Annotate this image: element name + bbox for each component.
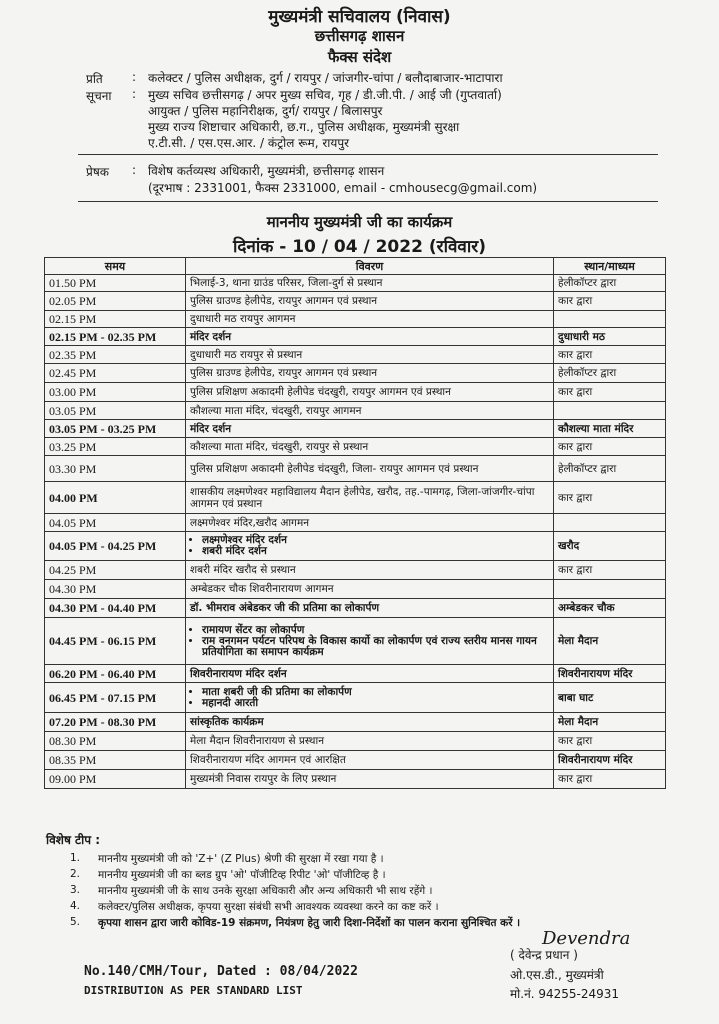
row-time: 09.00 PM	[45, 770, 186, 789]
description-item: • लक्ष्मणेश्वर मंदिर दर्शन	[202, 535, 549, 546]
row-place: हेलीकॉप्टर द्वारा	[554, 364, 666, 383]
row-description	[186, 618, 554, 665]
row-place: शिवरीनारायण मंदिर	[554, 751, 666, 770]
government-heading: छत्तीसगढ़ शासन	[314, 27, 405, 45]
row-time: 01.50 PM	[45, 275, 186, 292]
row-place: मेला मैदान	[554, 713, 666, 732]
table-row	[45, 599, 666, 618]
row-description: मंदिर दर्शन	[186, 420, 554, 438]
row-description: शिवरीनारायण मंदिर दर्शन	[186, 665, 554, 683]
row-time: 02.05 PM	[45, 292, 186, 311]
table-row	[45, 346, 666, 364]
info-label: सूचना	[86, 89, 112, 103]
row-description: मेला मैदान शिवरीनारायण से प्रस्थान	[186, 732, 554, 751]
row-place: कार द्वारा	[554, 770, 666, 789]
schedule-table	[44, 257, 666, 789]
info-line: ए.टी.सी. / एस.एस.आर. / कंट्रोल रूम, रायपुर	[148, 136, 350, 150]
table-row	[45, 482, 666, 514]
row-description: शिवरीनारायण मंदिर आगमन एवं आरक्षित	[186, 751, 554, 770]
row-time: 04.25 PM	[45, 561, 186, 580]
signatory-name: ( देवेन्द्र प्रधान )	[510, 948, 578, 962]
row-place: कार द्वारा	[554, 438, 666, 456]
note-text: माननीय मुख्यमंत्री जी के साथ उनके सुरक्षा अधिकारी और अन्य अधिकारी भी साथ रहेंगे ।	[98, 885, 433, 897]
to-text: कलेक्टर / पुलिस अधीक्षक, दुर्ग / रायपुर / जांजगीर-चांपा / बलौदाबाजार-भाटापारा	[148, 71, 503, 85]
row-place: हेलीकॉप्टर द्वारा	[554, 456, 666, 482]
signatory-mobile: मो.नं. 94255-24931	[510, 987, 620, 1001]
row-description: दुधाधारी मठ रायपुर से प्रस्थान	[186, 346, 554, 364]
row-description: मंदिर दर्शन	[186, 328, 554, 346]
fax-heading: फैक्स संदेश	[327, 48, 392, 66]
row-time: 04.30 PM	[45, 580, 186, 599]
table-row	[45, 456, 666, 482]
row-time: 03.00 PM	[45, 383, 186, 402]
description-item: • महानदी आरती	[202, 698, 549, 709]
note-number: 3.	[70, 884, 81, 896]
table-row	[45, 514, 666, 532]
row-time: 07.20 PM - 08.30 PM	[45, 713, 186, 732]
row-place: कार द्वारा	[554, 561, 666, 580]
row-time: 04.05 PM	[45, 514, 186, 532]
table-row	[45, 618, 666, 665]
schedule-body	[45, 275, 666, 789]
row-description: भिलाई-3, थाना ग्राउंड परिसर, जिला-दुर्ग से प्रस्थान	[186, 275, 554, 292]
row-place: शिवरीनारायण मंदिर	[554, 665, 666, 683]
description-item: • शबरी मंदिर दर्शन	[202, 546, 549, 557]
to-label: प्रति	[86, 72, 103, 86]
description-item: • राम वनगमन पर्यटन परिपथ के विकास कार्यो का लोकार्पण एवं राज्य स्तरीय मानस गायन प्रतियोगिता का समापन कार्यक्रम	[202, 636, 549, 658]
row-place: दुधाधारी मठ	[554, 328, 666, 346]
row-time: 03.05 PM - 03.25 PM	[45, 420, 186, 438]
table-row	[45, 292, 666, 311]
row-time: 03.30 PM	[45, 456, 186, 482]
description-list	[190, 625, 549, 658]
table-row	[45, 713, 666, 732]
table-row	[45, 665, 666, 683]
table-row	[45, 402, 666, 420]
note-number: 4.	[70, 900, 81, 912]
row-description	[186, 532, 554, 561]
header-time: समय	[45, 258, 186, 275]
fax-document: मुख्यमंत्री सचिवालय (निवास) छत्तीसगढ़ शासन फैक्स संदेश प्रति : कलेक्टर / पुलिस अधीक्षक, दुर्ग / रायपुर / जांजगीर-चांपा / बलौदाबाजार-भाटापारा सूचना : मुख्य सचिव छत्तीसगढ़ / अपर मुख्य सचिव, गृह / डी.जी.पी. / आई जी (गुप्तवार्ता) आयुक्त / पुलिस महानिरीक्षक, दुर्ग/ रायपुर / बिलासपुर मुख्य राज्य शिष्टाचार अधिकारी, छ.ग., पुलिस अधीक्षक, मुख्यमंत्री सुरक्षा ए.टी.सी. / एस.एस.आर. / कंट्रोल रूम, रायपुर प्रेषक : विशेष कर्तव्यस्थ अधिकारी, मुख्यमंत्री, छत्तीसगढ़ शासन (दूरभाष : 2331001, फैक्स 2331000, email - cmhousecg@gmail.com) माननीय मुख्यमंत्री जी का कार्यक्रम दिनांक - 10 / 04 / 2022 (रविवार) समय विवरण स्थान/माध्यम 01.50 PM भिलाई-3, थाना ग्राउंड परिसर, जिला-दुर्ग से प्रस्थान हेलीकॉप्टर द्वारा 02.05 PM पुलिस ग्राउण्ड हेलीपेड, रायपुर आगमन एवं प्रस्थान कार द्वारा 02.15 PM दुधाधारी मठ रायपुर आगमन 02.15 PM - 02.35 PM मंदिर दर्शन दुधाधारी मठ 02.35 PM दुधाधारी मठ रायपुर से प्रस्थान कार द्वारा 02.45 PM पुलिस ग्राउण्ड हेलीपेड, रायपुर आगमन एवं प्रस्थान हेलीकॉप्टर द्वारा 03.00 PM पुलिस प्रशिक्षण अकादमी हेलीपेड चंदखुरी, रायपुर आगमन एवं प्रस्थान कार द्वारा 03.05 PM कौशल्या माता मंदिर, चंदखुरी, रायपुर आगमन 03.05 PM - 03.25 PM मंदिर दर्शन कौशल्या माता मंदिर 03.25 PM कौशल्या माता मंदिर, चंदखुरी, रायपुर से प्रस्थान कार द्वारा 03.30 PM पुलिस प्रशिक्षण अकादमी हेलीपेड चंदखुरी, जिला- रायपुर आगमन एवं प्रस्थान हेलीकॉप्टर द्वारा 04.00 PM शासकीय लक्ष्मणेश्वर महाविद्यालय मैदान हेलीपेड, खरौद, तह.-पामगढ़, जिला-जांजगीर-चांपा आगमन एवं प्रस्थान कार द्वारा 04.05 PM लक्ष्मणेश्वर मंदिर,खरौद आगमन 04.05 PM - 04.25 PM • लक्ष्मणेश्वर मंदिर दर्शन • शबरी मंदिर दर्शन खरौद 04.25 PM शबरी मंदिर खरौद से प्रस्थान कार द्वारा 04.30 PM अम्बेडकर चौक शिवरीनारायण आगमन 04.30 PM - 04.40 PM डॉ. भीमराव अंबेडकर जी की प्रतिमा का लोकार्पण अम्बेडकर चौक 04.45 PM - 06.15 PM • रामायण सेंटर का लोकार्पण • राम वनगमन पर्यटन परिपथ के विकास कार्यो का लोकार्पण एवं राज्य स्तरीय मानस गायन प्रतियोगिता का समापन कार्यक्रम मेला मैदान 06.20 PM - 06.40 PM शिवरीनारायण मंदिर दर्शन शिवरीनारायण मंदिर 06.45 PM - 07.15 PM • माता शबरी जी की प्रतिमा का लोकार्पण • महानदी आरती बाबा घाट 07.20 PM - 08.30 PM सांस्कृतिक कार्यक्रम मेला मैदान 08.30 PM मेला मैदान शिवरीनारायण से प्रस्थान कार द्वारा 08.35 PM शिवरीनारायण मंदिर आगमन एवं आरक्षित शिवरीनारायण मंदिर 09.00 PM मुख्यमंत्री निवास रायपुर के लिए प्रस्थान कार द्वारा विशेष टीप : 1. माननीय मुख्यमंत्री जी को 'Z+' (Z Plus) श्रेणी की सुरक्षा में रखा गया है । 2. माननीय मुख्यमंत्री जी का ब्लड ग्रुप 'ओ' पॉजीटिव्ह रिपीट 'ओ' पॉजीटिव्ह है । 3. माननीय मुख्यमंत्री जी के साथ उनके सुरक्षा अधिकारी और अन्य अधिकारी भी साथ रहेंगे । 4. कलेक्टर/पुलिस अधीक्षक, कृपया सुरक्षा संबंधी सभी आवश्यक व्यवस्था करने का कष्ट करें । 5. कृपया शासन द्वारा जारी कोविड-19 संक्रमण, नियंत्रण हेतु जारी दिशा-निर्देशों का पालन कराना सुनिश्चित करें । Devendra ( देवेन्द्र प्रधान ) ओ.एस.डी., मुख्यमंत्री मो.नं. 94255-24931 No.140/CMH/Tour, Dated : 08/04/2022 DISTRIBUTION AS PER STANDARD LIST	[0, 0, 719, 1024]
divider	[78, 201, 658, 202]
row-place: अम्बेडकर चौक	[554, 599, 666, 618]
table-row	[45, 328, 666, 346]
row-place: कार द्वारा	[554, 383, 666, 402]
row-time: 02.45 PM	[45, 364, 186, 383]
note-text: कलेक्टर/पुलिस अधीक्षक, कृपया सुरक्षा संबंधी सभी आवश्यक व्यवस्था करने का कष्ट करें ।	[98, 901, 439, 913]
table-row	[45, 751, 666, 770]
row-place: कार द्वारा	[554, 482, 666, 514]
sender-contact: (दूरभाष : 2331001, फैक्स 2331000, email - cmhousecg@gmail.com)	[148, 181, 538, 195]
office-heading: मुख्यमंत्री सचिवालय (निवास)	[268, 7, 451, 27]
signatory-designation: ओ.एस.डी., मुख्यमंत्री	[510, 968, 604, 982]
row-place	[554, 514, 666, 532]
table-row	[45, 561, 666, 580]
table-row	[45, 683, 666, 713]
table-row	[45, 732, 666, 751]
note-text: कृपया शासन द्वारा जारी कोविड-19 संक्रमण, नियंत्रण हेतु जारी दिशा-निर्देशों का पालन कराना सुनिश्चित करें ।	[98, 917, 521, 929]
header-place: स्थान/माध्यम	[554, 258, 666, 275]
row-place: हेलीकॉप्टर द्वारा	[554, 275, 666, 292]
description-list	[190, 687, 549, 709]
table-row	[45, 275, 666, 292]
table-row	[45, 364, 666, 383]
row-time: 04.00 PM	[45, 482, 186, 514]
info-line: आयुक्त / पुलिस महानिरीक्षक, दुर्ग/ रायपुर / बिलासपुर	[148, 104, 383, 118]
note-number: 1.	[70, 852, 81, 864]
row-place: बाबा घाट	[554, 683, 666, 713]
row-description: कौशल्या माता मंदिर, चंदखुरी, रायपुर आगमन	[186, 402, 554, 420]
table-row	[45, 383, 666, 402]
header-description: विवरण	[186, 258, 554, 275]
row-time: 03.05 PM	[45, 402, 186, 420]
table-row	[45, 311, 666, 328]
row-place: कौशल्या माता मंदिर	[554, 420, 666, 438]
note-text: माननीय मुख्यमंत्री जी का ब्लड ग्रुप 'ओ' पॉजीटिव्ह रिपीट 'ओ' पॉजीटिव्ह है ।	[98, 869, 386, 881]
row-place: खरौद	[554, 532, 666, 561]
table-header-row	[45, 258, 666, 275]
info-line: मुख्य सचिव छत्तीसगढ़ / अपर मुख्य सचिव, गृह / डी.जी.पी. / आई जी (गुप्तवार्ता)	[148, 88, 502, 102]
note-number: 5.	[70, 916, 81, 928]
divider	[78, 154, 658, 155]
row-time: 06.20 PM - 06.40 PM	[45, 665, 186, 683]
row-place: मेला मैदान	[554, 618, 666, 665]
reference-number: No.140/CMH/Tour, Dated : 08/04/2022	[84, 964, 358, 979]
note-text: माननीय मुख्यमंत्री जी को 'Z+' (Z Plus) श्रेणी की सुरक्षा में रखा गया है ।	[98, 853, 384, 865]
row-place	[554, 580, 666, 599]
row-description: लक्ष्मणेश्वर मंदिर,खरौद आगमन	[186, 514, 554, 532]
program-title: माननीय मुख्यमंत्री जी का कार्यक्रम	[266, 213, 453, 231]
row-description: पुलिस प्रशिक्षण अकादमी हेलीपेड चंदखुरी, रायपुर आगमन एवं प्रस्थान	[186, 383, 554, 402]
note-number: 2.	[70, 868, 81, 880]
table-row	[45, 532, 666, 561]
row-description: शासकीय लक्ष्मणेश्वर महाविद्यालय मैदान हेलीपेड, खरौद, तह.-पामगढ़, जिला-जांजगीर-चांपा आगमन एवं प्रस्थान	[186, 482, 554, 514]
row-time: 04.30 PM - 04.40 PM	[45, 599, 186, 618]
row-description: दुधाधारी मठ रायपुर आगमन	[186, 311, 554, 328]
table-row	[45, 438, 666, 456]
distribution-note: DISTRIBUTION AS PER STANDARD LIST	[84, 984, 303, 997]
table-row	[45, 580, 666, 599]
row-description: मुख्यमंत्री निवास रायपुर के लिए प्रस्थान	[186, 770, 554, 789]
row-time: 03.25 PM	[45, 438, 186, 456]
row-place: कार द्वारा	[554, 292, 666, 311]
notes-title: विशेष टीप :	[46, 833, 101, 847]
row-description: पुलिस प्रशिक्षण अकादमी हेलीपेड चंदखुरी, जिला- रायपुर आगमन एवं प्रस्थान	[186, 456, 554, 482]
description-list	[190, 535, 549, 557]
table-row	[45, 420, 666, 438]
row-time: 04.05 PM - 04.25 PM	[45, 532, 186, 561]
row-place	[554, 402, 666, 420]
sender-label: प्रेषक	[86, 165, 109, 179]
row-time: 02.15 PM	[45, 311, 186, 328]
row-place: कार द्वारा	[554, 732, 666, 751]
row-time: 08.30 PM	[45, 732, 186, 751]
program-date: दिनांक - 10 / 04 / 2022 (रविवार)	[232, 237, 486, 257]
row-place	[554, 311, 666, 328]
row-description: शबरी मंदिर खरौद से प्रस्थान	[186, 561, 554, 580]
row-description	[186, 683, 554, 713]
row-time: 04.45 PM - 06.15 PM	[45, 618, 186, 665]
signature: Devendra	[542, 928, 631, 949]
sender-line: विशेष कर्तव्यस्थ अधिकारी, मुख्यमंत्री, छत्तीसगढ़ शासन	[148, 164, 385, 178]
table-row	[45, 770, 666, 789]
row-time: 02.15 PM - 02.35 PM	[45, 328, 186, 346]
row-description: अम्बेडकर चौक शिवरीनारायण आगमन	[186, 580, 554, 599]
row-description: पुलिस ग्राउण्ड हेलीपेड, रायपुर आगमन एवं प्रस्थान	[186, 364, 554, 383]
row-time: 08.35 PM	[45, 751, 186, 770]
description-item: • रामायण सेंटर का लोकार्पण	[202, 625, 549, 636]
row-time: 06.45 PM - 07.15 PM	[45, 683, 186, 713]
description-item: • माता शबरी जी की प्रतिमा का लोकार्पण	[202, 687, 549, 698]
row-description: पुलिस ग्राउण्ड हेलीपेड, रायपुर आगमन एवं प्रस्थान	[186, 292, 554, 311]
row-place: कार द्वारा	[554, 346, 666, 364]
row-description: डॉ. भीमराव अंबेडकर जी की प्रतिमा का लोकार्पण	[186, 599, 554, 618]
row-time: 02.35 PM	[45, 346, 186, 364]
info-line: मुख्य राज्य शिष्टाचार अधिकारी, छ.ग., पुलिस अधीक्षक, मुख्यमंत्री सुरक्षा	[148, 120, 460, 134]
row-description: कौशल्या माता मंदिर, चंदखुरी, रायपुर से प्रस्थान	[186, 438, 554, 456]
row-description: सांस्कृतिक कार्यक्रम	[186, 713, 554, 732]
